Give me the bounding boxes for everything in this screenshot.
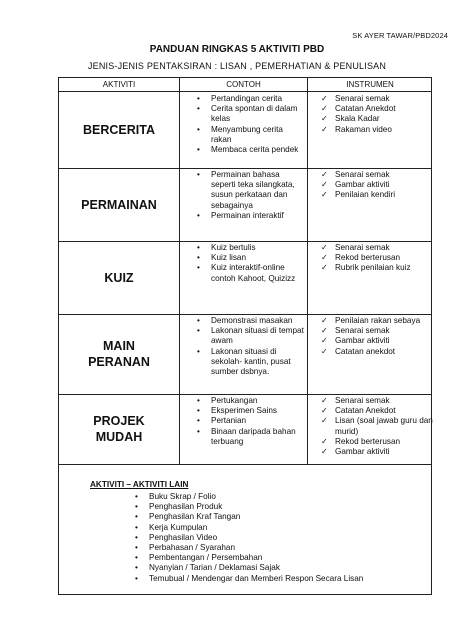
list-item: ✓ Senarai semak — [309, 243, 433, 253]
list-item: ✓ Gambar aktiviti — [309, 447, 433, 457]
table-row — [59, 314, 431, 395]
list-item: • Eksperimen Sains — [181, 406, 305, 416]
activity-table — [58, 77, 432, 595]
list-item: • Perbahasan / Syarahan — [135, 543, 363, 553]
list-item: • Kerja Kumpulan — [135, 523, 363, 533]
list-item: ✓ Catatan Anekdot — [309, 104, 433, 114]
header-contoh: CONTOH — [226, 80, 261, 89]
contoh-cell — [181, 243, 305, 284]
list-item: ✓ Penilaian kendiri — [309, 190, 433, 200]
page-subtitle: JENIS-JENIS PENTAKSIRAN : LISAN , PEMERHATIAN & PENULISAN — [87, 61, 387, 71]
list-item: • Demonstrasi masakan — [181, 316, 305, 326]
list-item: • Pertanian — [181, 416, 305, 426]
activity-name: KUIZ — [104, 270, 134, 285]
table-row — [59, 168, 431, 242]
table-row — [59, 394, 431, 465]
list-item: ✓ Gambar aktiviti — [309, 336, 433, 346]
list-item: ✓ Rakaman video — [309, 125, 433, 135]
list-item: ✓ Penilaian rakan sebaya — [309, 316, 433, 326]
list-item: ✓ Rubrik penilaian kuiz — [309, 263, 433, 273]
list-item: ✓ Rekod berterusan — [309, 437, 433, 447]
list-item: ✓ Rekod berterusan — [309, 253, 433, 263]
contoh-cell — [181, 94, 305, 155]
list-item: • Binaan daripada bahan terbuang — [181, 427, 305, 447]
list-item: ✓ Senarai semak — [309, 326, 433, 336]
list-item: ✓ Lisan (soal jawab guru dan murid) — [309, 416, 433, 436]
contoh-cell — [181, 316, 305, 377]
table-row — [59, 92, 431, 169]
list-item: ✓ Gambar aktiviti — [309, 180, 433, 190]
list-item: • Cerita spontan di dalam kelas — [181, 104, 305, 124]
list-item: ✓ Senarai semak — [309, 94, 433, 104]
instrumen-cell — [309, 396, 433, 457]
list-item: • Lakonan situasi di sekolah- kantin, pusat sumber dsbnya. — [181, 347, 305, 378]
list-item: • Kuiz interaktif-online contoh Kahoot, Quizizz — [181, 263, 305, 283]
list-item: • Pembentangan / Persembahan — [135, 553, 363, 563]
list-item: ✓ Catatan anekdot — [309, 347, 433, 357]
other-activities-title: AKTIVITI – AKTIVITI LAIN — [90, 480, 189, 489]
list-item: • Kuiz bertulis — [181, 243, 305, 253]
list-item: • Kuiz lisan — [181, 253, 305, 263]
other-activities-list — [135, 492, 363, 584]
activity-name: PROJEK MUDAH — [93, 414, 145, 444]
list-item: • Penghasilan Video — [135, 533, 363, 543]
list-item: • Penghasilan Produk — [135, 502, 363, 512]
table-header — [59, 78, 431, 92]
instrumen-cell — [309, 94, 433, 135]
list-item: • Buku Skrap / Folio — [135, 492, 363, 502]
table-row — [59, 241, 431, 315]
instrumen-cell — [309, 170, 433, 201]
list-item: • Pertandingan cerita — [181, 94, 305, 104]
contoh-cell — [181, 170, 305, 221]
activity-name: BERCERITA — [83, 123, 155, 137]
header-aktiviti: AKTIVITI — [102, 80, 136, 89]
list-item: ✓ Senarai semak — [309, 170, 433, 180]
list-item: ✓ Catatan Anekdot — [309, 406, 433, 416]
document-reference: SK AYER TAWAR/PBD2024 — [352, 31, 448, 40]
list-item: • Lakonan situasi di tempat awam — [181, 326, 305, 346]
activity-name: MAIN PERANAN — [88, 339, 150, 369]
list-item: • Permainan bahasa seperti teka silangkata, susun perkataan dan sebagainya — [181, 170, 305, 211]
list-item: • Penghasilan Kraf Tangan — [135, 512, 363, 522]
list-item: ✓ Senarai semak — [309, 396, 433, 406]
list-item: ✓ Skala Kadar — [309, 114, 433, 124]
instrumen-cell — [309, 243, 433, 274]
list-item: • Nyanyian / Tarian / Deklamasi Sajak — [135, 563, 363, 573]
list-item: • Permainan interaktif — [181, 211, 305, 221]
list-item: • Temubual / Mendengar dan Memberi Respon Secara Lisan — [135, 574, 363, 584]
list-item: • Membaca cerita pendek — [181, 145, 305, 155]
header-instrumen: INSTRUMEN — [346, 80, 394, 89]
list-item: • Menyambung cerita rakan — [181, 125, 305, 145]
list-item: • Pertukangan — [181, 396, 305, 406]
contoh-cell — [181, 396, 305, 447]
page-title: PANDUAN RINGKAS 5 AKTIVITI PBD — [149, 44, 325, 55]
activity-name: PERMAINAN — [81, 197, 157, 212]
instrumen-cell — [309, 316, 433, 357]
